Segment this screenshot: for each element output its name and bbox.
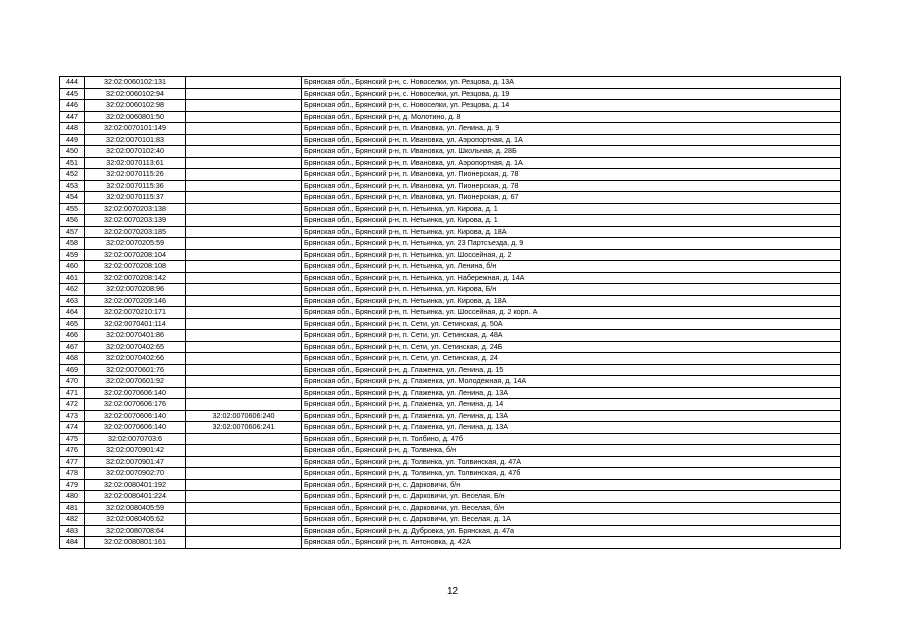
linked-cadastral-number-cell <box>186 284 302 296</box>
row-number-cell: 470 <box>60 376 85 388</box>
linked-cadastral-number-cell <box>186 479 302 491</box>
linked-cadastral-number-cell <box>186 537 302 549</box>
cadastral-number-cell: 32:02:0080708:64 <box>85 525 186 537</box>
row-number-cell: 478 <box>60 468 85 480</box>
linked-cadastral-number-cell <box>186 261 302 273</box>
row-number-cell: 460 <box>60 261 85 273</box>
address-cell: Брянская обл., Брянский р-н, д. Глаженка, ул. Ленина, д. 13А <box>302 410 841 422</box>
table-row <box>60 456 841 468</box>
table-row <box>60 433 841 445</box>
address-cell: Брянская обл., Брянский р-н, п. Нетьинка, ул. Ленина, б/н <box>302 261 841 273</box>
cadastral-number-cell: 32:02:0070101:83 <box>85 134 186 146</box>
linked-cadastral-number-cell <box>186 111 302 123</box>
address-cell: Брянская обл., Брянский р-н, д. Толвинка, б/н <box>302 445 841 457</box>
table-row <box>60 537 841 549</box>
cadastral-number-cell: 32:02:0080405:62 <box>85 514 186 526</box>
linked-cadastral-number-cell: 32:02:0070606:240 <box>186 410 302 422</box>
linked-cadastral-number-cell <box>186 387 302 399</box>
address-cell: Брянская обл., Брянский р-н, п. Нетьинка, ул. Кирова, д. 18А <box>302 295 841 307</box>
address-cell: Брянская обл., Брянский р-н, п. Ивановка, ул. Аэропортная, д. 1А <box>302 157 841 169</box>
linked-cadastral-number-cell <box>186 88 302 100</box>
table-row <box>60 100 841 112</box>
linked-cadastral-number-cell <box>186 180 302 192</box>
row-number-cell: 473 <box>60 410 85 422</box>
row-number-cell: 448 <box>60 123 85 135</box>
address-cell: Брянская обл., Брянский р-н, д. Глаженка, ул. Ленина, д. 13А <box>302 387 841 399</box>
table-row <box>60 249 841 261</box>
row-number-cell: 465 <box>60 318 85 330</box>
cadastral-number-cell: 32:02:0060102:94 <box>85 88 186 100</box>
address-cell: Брянская обл., Брянский р-н, д. Глаженка, ул. Ленина, д. 15 <box>302 364 841 376</box>
row-number-cell: 463 <box>60 295 85 307</box>
address-cell: Брянская обл., Брянский р-н, д. Глаженка, ул. Ленина, д. 14 <box>302 399 841 411</box>
register-table <box>59 76 841 549</box>
address-cell: Брянская обл., Брянский р-н, п. Ивановка, ул. Школьная, д. 28Б <box>302 146 841 158</box>
cadastral-number-cell: 32:02:0070901:47 <box>85 456 186 468</box>
address-cell: Брянская обл., Брянский р-н, п. Сети, ул. Сетинская, д. 50А <box>302 318 841 330</box>
linked-cadastral-number-cell <box>186 157 302 169</box>
address-cell: Брянская обл., Брянский р-н, п. Ивановка, ул. Аэропортная, д. 1А <box>302 134 841 146</box>
address-cell: Брянская обл., Брянский р-н, п. Сети, ул. Сетинская, д. 24 <box>302 353 841 365</box>
linked-cadastral-number-cell <box>186 525 302 537</box>
table-row <box>60 261 841 273</box>
linked-cadastral-number-cell <box>186 249 302 261</box>
linked-cadastral-number-cell <box>186 445 302 457</box>
row-number-cell: 462 <box>60 284 85 296</box>
row-number-cell: 477 <box>60 456 85 468</box>
table-row <box>60 284 841 296</box>
address-cell: Брянская обл., Брянский р-н, п. Ивановка, ул. Пионерская, д. 78 <box>302 169 841 181</box>
address-cell: Брянская обл., Брянский р-н, д. Дубровка, ул. Брянская, д. 47а <box>302 525 841 537</box>
row-number-cell: 471 <box>60 387 85 399</box>
cadastral-number-cell: 32:02:0070601:92 <box>85 376 186 388</box>
address-cell: Брянская обл., Брянский р-н, п. Толбино, д. 47б <box>302 433 841 445</box>
table-row <box>60 479 841 491</box>
linked-cadastral-number-cell <box>186 215 302 227</box>
cadastral-number-cell: 32:02:0080801:161 <box>85 537 186 549</box>
linked-cadastral-number-cell <box>186 100 302 112</box>
table-row <box>60 491 841 503</box>
cadastral-number-cell: 32:02:0070210:171 <box>85 307 186 319</box>
linked-cadastral-number-cell <box>186 169 302 181</box>
address-cell: Брянская обл., Брянский р-н, д. Молотино, д. 8 <box>302 111 841 123</box>
table-row <box>60 134 841 146</box>
cadastral-number-cell: 32:02:0070703:6 <box>85 433 186 445</box>
cadastral-number-cell: 32:02:0070901:42 <box>85 445 186 457</box>
table-row <box>60 203 841 215</box>
address-cell: Брянская обл., Брянский р-н, с. Дарковичи, ул. Веселая, Б/н <box>302 491 841 503</box>
table-row <box>60 330 841 342</box>
linked-cadastral-number-cell <box>186 226 302 238</box>
cadastral-number-cell: 32:02:0070401:114 <box>85 318 186 330</box>
row-number-cell: 475 <box>60 433 85 445</box>
address-cell: Брянская обл., Брянский р-н, д. Толвинка, ул. Толвинская, д. 47б <box>302 468 841 480</box>
address-cell: Брянская обл., Брянский р-н, п. Нетьинка, ул. Кирова, д. 18А <box>302 226 841 238</box>
table-row <box>60 502 841 514</box>
row-number-cell: 467 <box>60 341 85 353</box>
row-number-cell: 483 <box>60 525 85 537</box>
linked-cadastral-number-cell <box>186 456 302 468</box>
linked-cadastral-number-cell <box>186 238 302 250</box>
table-row <box>60 111 841 123</box>
address-cell: Брянская обл., Брянский р-н, п. Нетьинка, ул. Кирова, Б/н <box>302 284 841 296</box>
table-row <box>60 364 841 376</box>
address-cell: Брянская обл., Брянский р-н, с. Новоселки, ул. Резцова, д. 14 <box>302 100 841 112</box>
linked-cadastral-number-cell <box>186 134 302 146</box>
table-row <box>60 157 841 169</box>
cadastral-number-cell: 32:02:0070102:40 <box>85 146 186 158</box>
address-cell: Брянская обл., Брянский р-н, с. Дарковичи, ул. Веселая, д. 1А <box>302 514 841 526</box>
cadastral-number-cell: 32:02:0080401:224 <box>85 491 186 503</box>
table-row <box>60 295 841 307</box>
cadastral-number-cell: 32:02:0070208:104 <box>85 249 186 261</box>
linked-cadastral-number-cell <box>186 399 302 411</box>
row-number-cell: 479 <box>60 479 85 491</box>
linked-cadastral-number-cell <box>186 123 302 135</box>
table-row <box>60 514 841 526</box>
cadastral-number-cell: 32:02:0070401:86 <box>85 330 186 342</box>
row-number-cell: 444 <box>60 77 85 89</box>
linked-cadastral-number-cell <box>186 514 302 526</box>
linked-cadastral-number-cell <box>186 353 302 365</box>
row-number-cell: 482 <box>60 514 85 526</box>
row-number-cell: 464 <box>60 307 85 319</box>
cadastral-number-cell: 32:02:0070208:142 <box>85 272 186 284</box>
table-row <box>60 445 841 457</box>
table-row <box>60 353 841 365</box>
address-cell: Брянская обл., Брянский р-н, п. Нетьинка, ул. 23 Партсъезда, д. 9 <box>302 238 841 250</box>
linked-cadastral-number-cell <box>186 203 302 215</box>
cadastral-number-cell: 32:02:0060102:131 <box>85 77 186 89</box>
address-cell: Брянская обл., Брянский р-н, п. Сети, ул. Сетинская, д. 24Б <box>302 341 841 353</box>
row-number-cell: 445 <box>60 88 85 100</box>
table-row <box>60 307 841 319</box>
row-number-cell: 476 <box>60 445 85 457</box>
table-row <box>60 169 841 181</box>
row-number-cell: 469 <box>60 364 85 376</box>
cadastral-number-cell: 32:02:0070209:146 <box>85 295 186 307</box>
address-cell: Брянская обл., Брянский р-н, п. Ивановка, ул. Пионерская, д. 78 <box>302 180 841 192</box>
linked-cadastral-number-cell <box>186 341 302 353</box>
register-table-body <box>60 77 841 549</box>
table-row <box>60 387 841 399</box>
address-cell: Брянская обл., Брянский р-н, п. Нетьинка, ул. Шоссейная, д. 2 <box>302 249 841 261</box>
address-cell: Брянская обл., Брянский р-н, с. Дарковичи, ул. Веселая, б/н <box>302 502 841 514</box>
table-row <box>60 238 841 250</box>
address-cell: Брянская обл., Брянский р-н, д. Глаженка, ул. Ленина, д. 13А <box>302 422 841 434</box>
page-number: 12 <box>446 586 459 597</box>
table-row <box>60 318 841 330</box>
linked-cadastral-number-cell <box>186 502 302 514</box>
linked-cadastral-number-cell <box>186 491 302 503</box>
address-cell: Брянская обл., Брянский р-н, с. Дарковичи, б/н <box>302 479 841 491</box>
row-number-cell: 451 <box>60 157 85 169</box>
row-number-cell: 459 <box>60 249 85 261</box>
cadastral-number-cell: 32:02:0070606:140 <box>85 422 186 434</box>
table-row <box>60 399 841 411</box>
address-cell: Брянская обл., Брянский р-н, п. Нетьинка, ул. Кирова, д. 1 <box>302 215 841 227</box>
address-cell: Брянская обл., Брянский р-н, п. Ивановка, ул. Ленина, д. 9 <box>302 123 841 135</box>
row-number-cell: 455 <box>60 203 85 215</box>
cadastral-number-cell: 32:02:0070203:185 <box>85 226 186 238</box>
address-cell: Брянская обл., Брянский р-н, п. Нетьинка, ул. Набережная, д. 14А <box>302 272 841 284</box>
cadastral-number-cell: 32:02:0070101:149 <box>85 123 186 135</box>
address-cell: Брянская обл., Брянский р-н, д. Глаженка, ул. Молодежная, д. 14А <box>302 376 841 388</box>
row-number-cell: 454 <box>60 192 85 204</box>
row-number-cell: 447 <box>60 111 85 123</box>
row-number-cell: 472 <box>60 399 85 411</box>
cadastral-number-cell: 32:02:0070203:138 <box>85 203 186 215</box>
linked-cadastral-number-cell <box>186 146 302 158</box>
cadastral-number-cell: 32:02:0070208:96 <box>85 284 186 296</box>
address-cell: Брянская обл., Брянский р-н, п. Сети, ул. Сетинская, д. 48А <box>302 330 841 342</box>
row-number-cell: 458 <box>60 238 85 250</box>
row-number-cell: 484 <box>60 537 85 549</box>
linked-cadastral-number-cell <box>186 77 302 89</box>
row-number-cell: 466 <box>60 330 85 342</box>
linked-cadastral-number-cell <box>186 318 302 330</box>
address-cell: Брянская обл., Брянский р-н, п. Нетьинка, ул. Шоссейная, д. 2 корп. А <box>302 307 841 319</box>
cadastral-number-cell: 32:02:0070203:139 <box>85 215 186 227</box>
row-number-cell: 480 <box>60 491 85 503</box>
table-row <box>60 146 841 158</box>
linked-cadastral-number-cell <box>186 433 302 445</box>
table-row <box>60 192 841 204</box>
table-row <box>60 376 841 388</box>
linked-cadastral-number-cell <box>186 295 302 307</box>
cadastral-number-cell: 32:02:0080405:59 <box>85 502 186 514</box>
cadastral-number-cell: 32:02:0060102:98 <box>85 100 186 112</box>
row-number-cell: 457 <box>60 226 85 238</box>
linked-cadastral-number-cell: 32:02:0070606:241 <box>186 422 302 434</box>
table-row <box>60 422 841 434</box>
linked-cadastral-number-cell <box>186 376 302 388</box>
table-row <box>60 226 841 238</box>
address-cell: Брянская обл., Брянский р-н, с. Новоселки, ул. Резцова, д. 19 <box>302 88 841 100</box>
linked-cadastral-number-cell <box>186 468 302 480</box>
table-row <box>60 88 841 100</box>
table-row <box>60 341 841 353</box>
table-row <box>60 123 841 135</box>
cadastral-number-cell: 32:02:0070115:26 <box>85 169 186 181</box>
row-number-cell: 456 <box>60 215 85 227</box>
row-number-cell: 461 <box>60 272 85 284</box>
address-cell: Брянская обл., Брянский р-н, с. Новоселки, ул. Резцова, д. 13А <box>302 77 841 89</box>
cadastral-number-cell: 32:02:0070205:59 <box>85 238 186 250</box>
table-row <box>60 180 841 192</box>
cadastral-number-cell: 32:02:0070115:36 <box>85 180 186 192</box>
cadastral-number-cell: 32:02:0070601:76 <box>85 364 186 376</box>
cadastral-number-cell: 32:02:0070402:65 <box>85 341 186 353</box>
table-row <box>60 77 841 89</box>
row-number-cell: 450 <box>60 146 85 158</box>
row-number-cell: 446 <box>60 100 85 112</box>
cadastral-number-cell: 32:02:0070902:70 <box>85 468 186 480</box>
linked-cadastral-number-cell <box>186 364 302 376</box>
cadastral-number-cell: 32:02:0060801:50 <box>85 111 186 123</box>
linked-cadastral-number-cell <box>186 192 302 204</box>
row-number-cell: 468 <box>60 353 85 365</box>
row-number-cell: 452 <box>60 169 85 181</box>
table-row <box>60 525 841 537</box>
row-number-cell: 481 <box>60 502 85 514</box>
address-cell: Брянская обл., Брянский р-н, п. Антоновка, д. 42А <box>302 537 841 549</box>
cadastral-number-cell: 32:02:0070115:37 <box>85 192 186 204</box>
linked-cadastral-number-cell <box>186 307 302 319</box>
row-number-cell: 474 <box>60 422 85 434</box>
cadastral-number-cell: 32:02:0070606:176 <box>85 399 186 411</box>
address-cell: Брянская обл., Брянский р-н, п. Нетьинка, ул. Кирова, д. 1 <box>302 203 841 215</box>
cadastral-number-cell: 32:02:0070113:61 <box>85 157 186 169</box>
cadastral-number-cell: 32:02:0080401:192 <box>85 479 186 491</box>
linked-cadastral-number-cell <box>186 272 302 284</box>
table-row <box>60 272 841 284</box>
linked-cadastral-number-cell <box>186 330 302 342</box>
row-number-cell: 449 <box>60 134 85 146</box>
address-cell: Брянская обл., Брянский р-н, д. Толвинка, ул. Толвинская, д. 47А <box>302 456 841 468</box>
table-row <box>60 410 841 422</box>
table-row <box>60 215 841 227</box>
cadastral-number-cell: 32:02:0070402:66 <box>85 353 186 365</box>
table-row <box>60 468 841 480</box>
cadastral-number-cell: 32:02:0070606:140 <box>85 410 186 422</box>
row-number-cell: 453 <box>60 180 85 192</box>
cadastral-number-cell: 32:02:0070208:108 <box>85 261 186 273</box>
cadastral-number-cell: 32:02:0070606:140 <box>85 387 186 399</box>
address-cell: Брянская обл., Брянский р-н, п. Ивановка, ул. Пионерская, д. 67 <box>302 192 841 204</box>
